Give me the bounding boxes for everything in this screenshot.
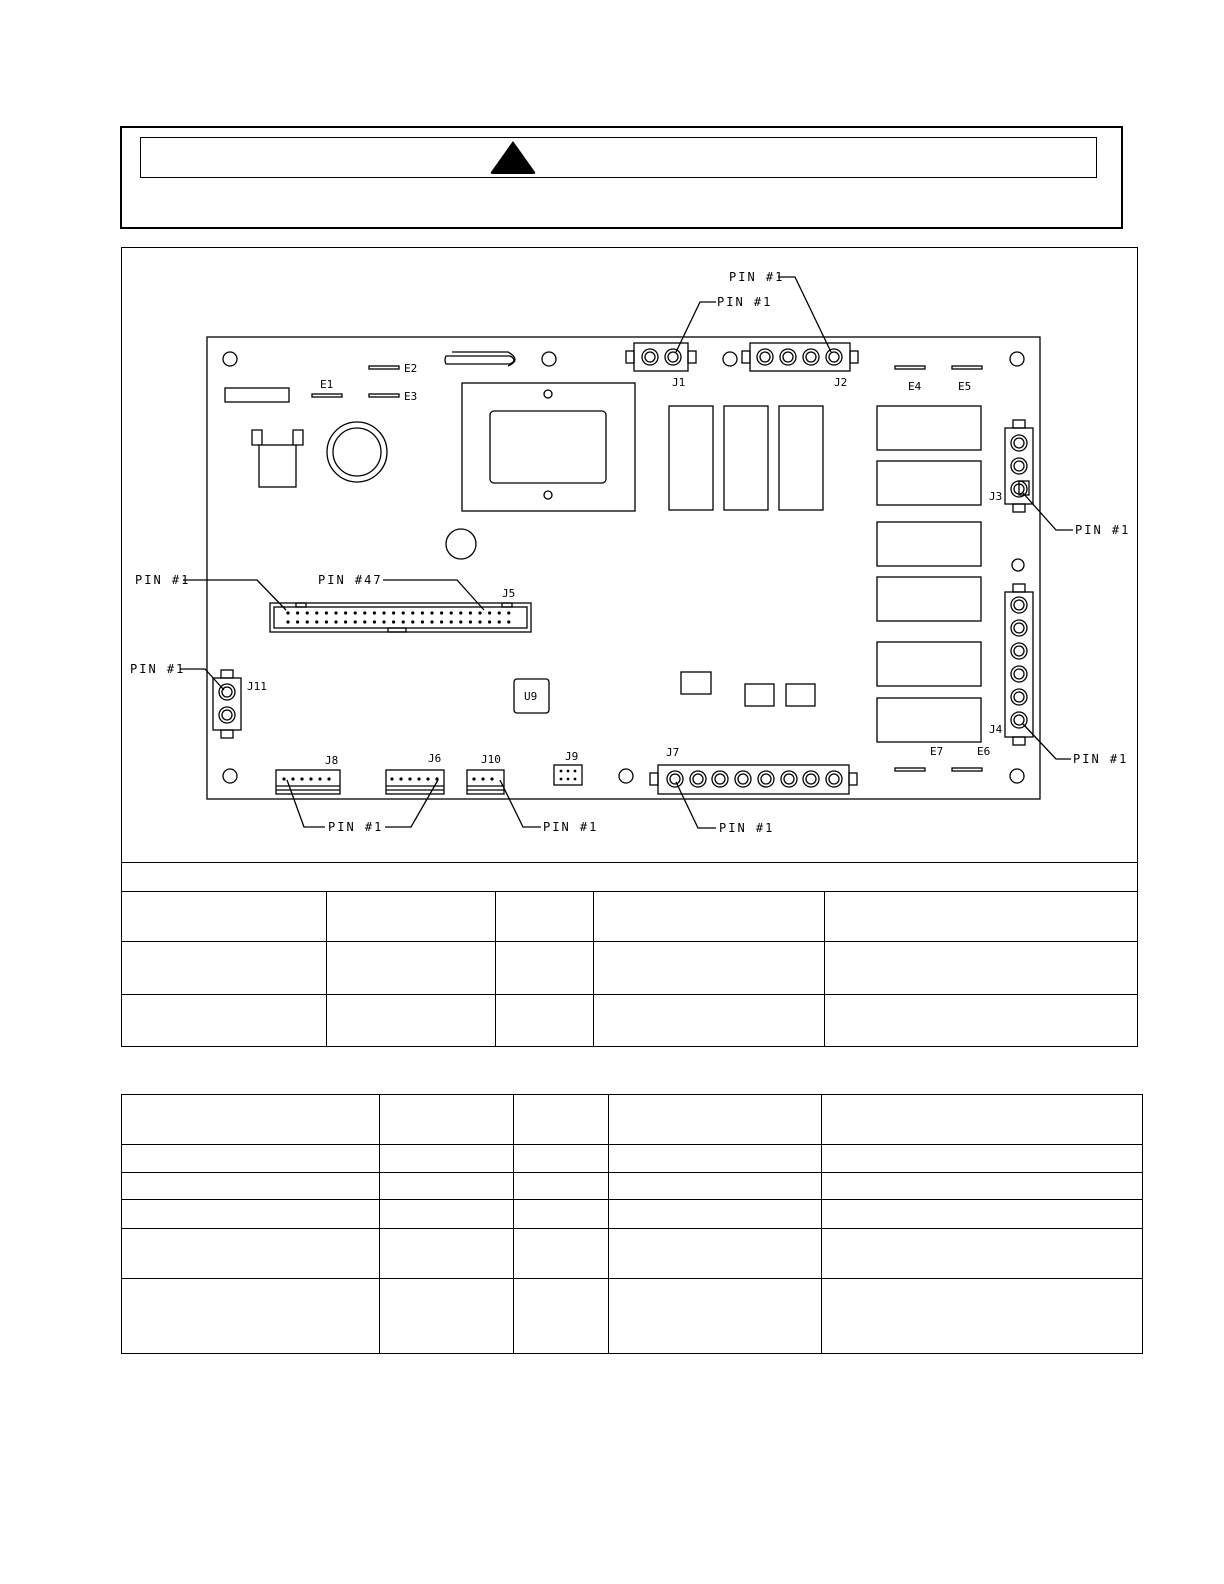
- pin-dot: [402, 611, 405, 614]
- pin-dot: [440, 611, 443, 614]
- pin-dot: [315, 620, 318, 623]
- relay-8: [877, 642, 981, 686]
- callout-j5-pin1: PIN #1: [135, 573, 191, 587]
- relay-5: [877, 461, 981, 505]
- relay-2: [724, 406, 768, 510]
- relay-1: [669, 406, 713, 510]
- label-j6: J6: [428, 752, 442, 765]
- pin-dot: [411, 620, 414, 623]
- connector-j11: [213, 670, 241, 738]
- label-j2: J2: [834, 376, 848, 389]
- label-j3: J3: [989, 490, 1003, 503]
- pin-dot: [411, 611, 414, 614]
- relay-7: [877, 577, 981, 621]
- pin-dot: [421, 620, 424, 623]
- pin-dot: [291, 777, 294, 780]
- pin-dot: [390, 777, 393, 780]
- pin-dot: [450, 620, 453, 623]
- pin-dot: [296, 620, 299, 623]
- pin-dot: [426, 777, 429, 780]
- connector-j7: [650, 765, 857, 794]
- connector-table-2: [121, 1094, 1143, 1354]
- pin-dot: [498, 620, 501, 623]
- pin-dot: [472, 777, 475, 780]
- pin-dot: [430, 620, 433, 623]
- pin-dot: [450, 611, 453, 614]
- callout-j10-pin1: PIN #1: [543, 820, 599, 834]
- relay-9: [877, 698, 981, 742]
- connector-j3: [1005, 420, 1033, 512]
- label-e3: E3: [404, 390, 418, 403]
- label-e2: E2: [404, 362, 418, 375]
- pin-dot: [459, 620, 462, 623]
- table-row: [122, 1095, 1143, 1145]
- label-j10: J10: [481, 753, 501, 766]
- label-j9: J9: [565, 750, 579, 763]
- pin-dot: [478, 620, 481, 623]
- label-e4: E4: [908, 380, 922, 393]
- table-row: [122, 892, 1138, 942]
- pin-dot: [399, 777, 402, 780]
- pin-dot: [282, 777, 285, 780]
- pin-dot: [325, 611, 328, 614]
- callout-j1-pin1: PIN #1: [717, 295, 773, 309]
- diagram-caption-row: [121, 862, 1138, 892]
- connector-j6: [386, 770, 444, 794]
- pin-dot: [300, 777, 303, 780]
- pin-dot: [392, 611, 395, 614]
- pin-dot: [318, 777, 321, 780]
- connector-j9: [554, 765, 582, 785]
- pin-dot: [430, 611, 433, 614]
- label-j7: J7: [666, 746, 680, 759]
- connector-j10: [467, 770, 504, 794]
- pin-dot: [334, 620, 337, 623]
- round-component: [446, 529, 476, 559]
- pin-dot: [421, 611, 424, 614]
- mounting-holes: [223, 352, 1024, 783]
- connector-table-1: [121, 891, 1138, 1047]
- pin-dot: [373, 611, 376, 614]
- pin-dot: [392, 620, 395, 623]
- capacitor-c1: [252, 430, 303, 487]
- pin-dot: [344, 620, 347, 623]
- callout-j7-pin1: PIN #1: [719, 821, 775, 835]
- pin-dot: [469, 620, 472, 623]
- pin-dot: [306, 620, 309, 623]
- pin-dot: [507, 620, 510, 623]
- pin-dot: [488, 611, 491, 614]
- pin-dot: [354, 620, 357, 623]
- label-u9: U9: [524, 690, 538, 703]
- pin-dot: [498, 611, 501, 614]
- connector-j5: [270, 603, 531, 632]
- connector-j8: [276, 770, 340, 794]
- pin-dot: [560, 778, 563, 781]
- pin-dot: [363, 611, 366, 614]
- table-row: [122, 1279, 1143, 1354]
- transformer: [462, 383, 635, 511]
- connector-j2: [742, 343, 858, 371]
- table-row: [122, 995, 1138, 1047]
- pin-dot: [363, 620, 366, 623]
- label-e6: E6: [977, 745, 991, 758]
- callout-j5-pin47: PIN #47: [318, 573, 383, 587]
- callout-j8-j6-pin1: PIN #1: [328, 820, 384, 834]
- pin-dot: [325, 620, 328, 623]
- callout-j4-pin1: PIN #1: [1073, 752, 1129, 766]
- relay-6: [877, 522, 981, 566]
- pin-dot: [490, 777, 493, 780]
- table-row: [122, 1229, 1143, 1279]
- pin-dot: [334, 611, 337, 614]
- pin-dot: [286, 620, 289, 623]
- relay-4: [877, 406, 981, 450]
- label-j5: J5: [502, 587, 516, 600]
- pin-dot: [402, 620, 405, 623]
- pin-dot: [296, 611, 299, 614]
- label-e1: E1: [320, 378, 334, 391]
- pin-dot: [440, 620, 443, 623]
- crystal: [445, 356, 514, 364]
- table-row: [122, 1200, 1143, 1229]
- relay-3: [779, 406, 823, 510]
- pin-dot: [459, 611, 462, 614]
- table-row: [122, 1173, 1143, 1200]
- pin-dot: [488, 620, 491, 623]
- label-e5: E5: [958, 380, 972, 393]
- label-j1: J1: [672, 376, 686, 389]
- label-j8: J8: [325, 754, 339, 767]
- pin-dot: [574, 770, 577, 773]
- pin-dot: [469, 611, 472, 614]
- pin-dot: [382, 611, 385, 614]
- connector-j4: [1005, 584, 1033, 745]
- pin-dot: [315, 611, 318, 614]
- pin-dot: [567, 778, 570, 781]
- pin-dot: [574, 778, 577, 781]
- table-row: [122, 942, 1138, 995]
- callout-j2-pin1: PIN #1: [729, 270, 785, 284]
- pin-dot: [408, 777, 411, 780]
- buzzer: [327, 422, 387, 482]
- pin-dot: [354, 611, 357, 614]
- pin-dot: [309, 777, 312, 780]
- connector-j1: [626, 343, 696, 371]
- label-j4: J4: [989, 723, 1003, 736]
- pin-dot: [481, 777, 484, 780]
- label-j11: J11: [247, 680, 267, 693]
- pin-dot: [306, 611, 309, 614]
- pin-dot: [344, 611, 347, 614]
- pin-dot: [417, 777, 420, 780]
- table-row: [122, 1145, 1143, 1173]
- callout-j3-pin1: PIN #1: [1075, 523, 1131, 537]
- resistor-block: [225, 388, 289, 402]
- pin-dot: [567, 770, 570, 773]
- pin-dot: [382, 620, 385, 623]
- pin-dot: [478, 611, 481, 614]
- pin-dot: [560, 770, 563, 773]
- pin-dot: [327, 777, 330, 780]
- pin-dot: [286, 611, 289, 614]
- pin-dot: [373, 620, 376, 623]
- callout-j11-pin1: PIN #1: [130, 662, 186, 676]
- pin-dot: [507, 611, 510, 614]
- label-e7: E7: [930, 745, 944, 758]
